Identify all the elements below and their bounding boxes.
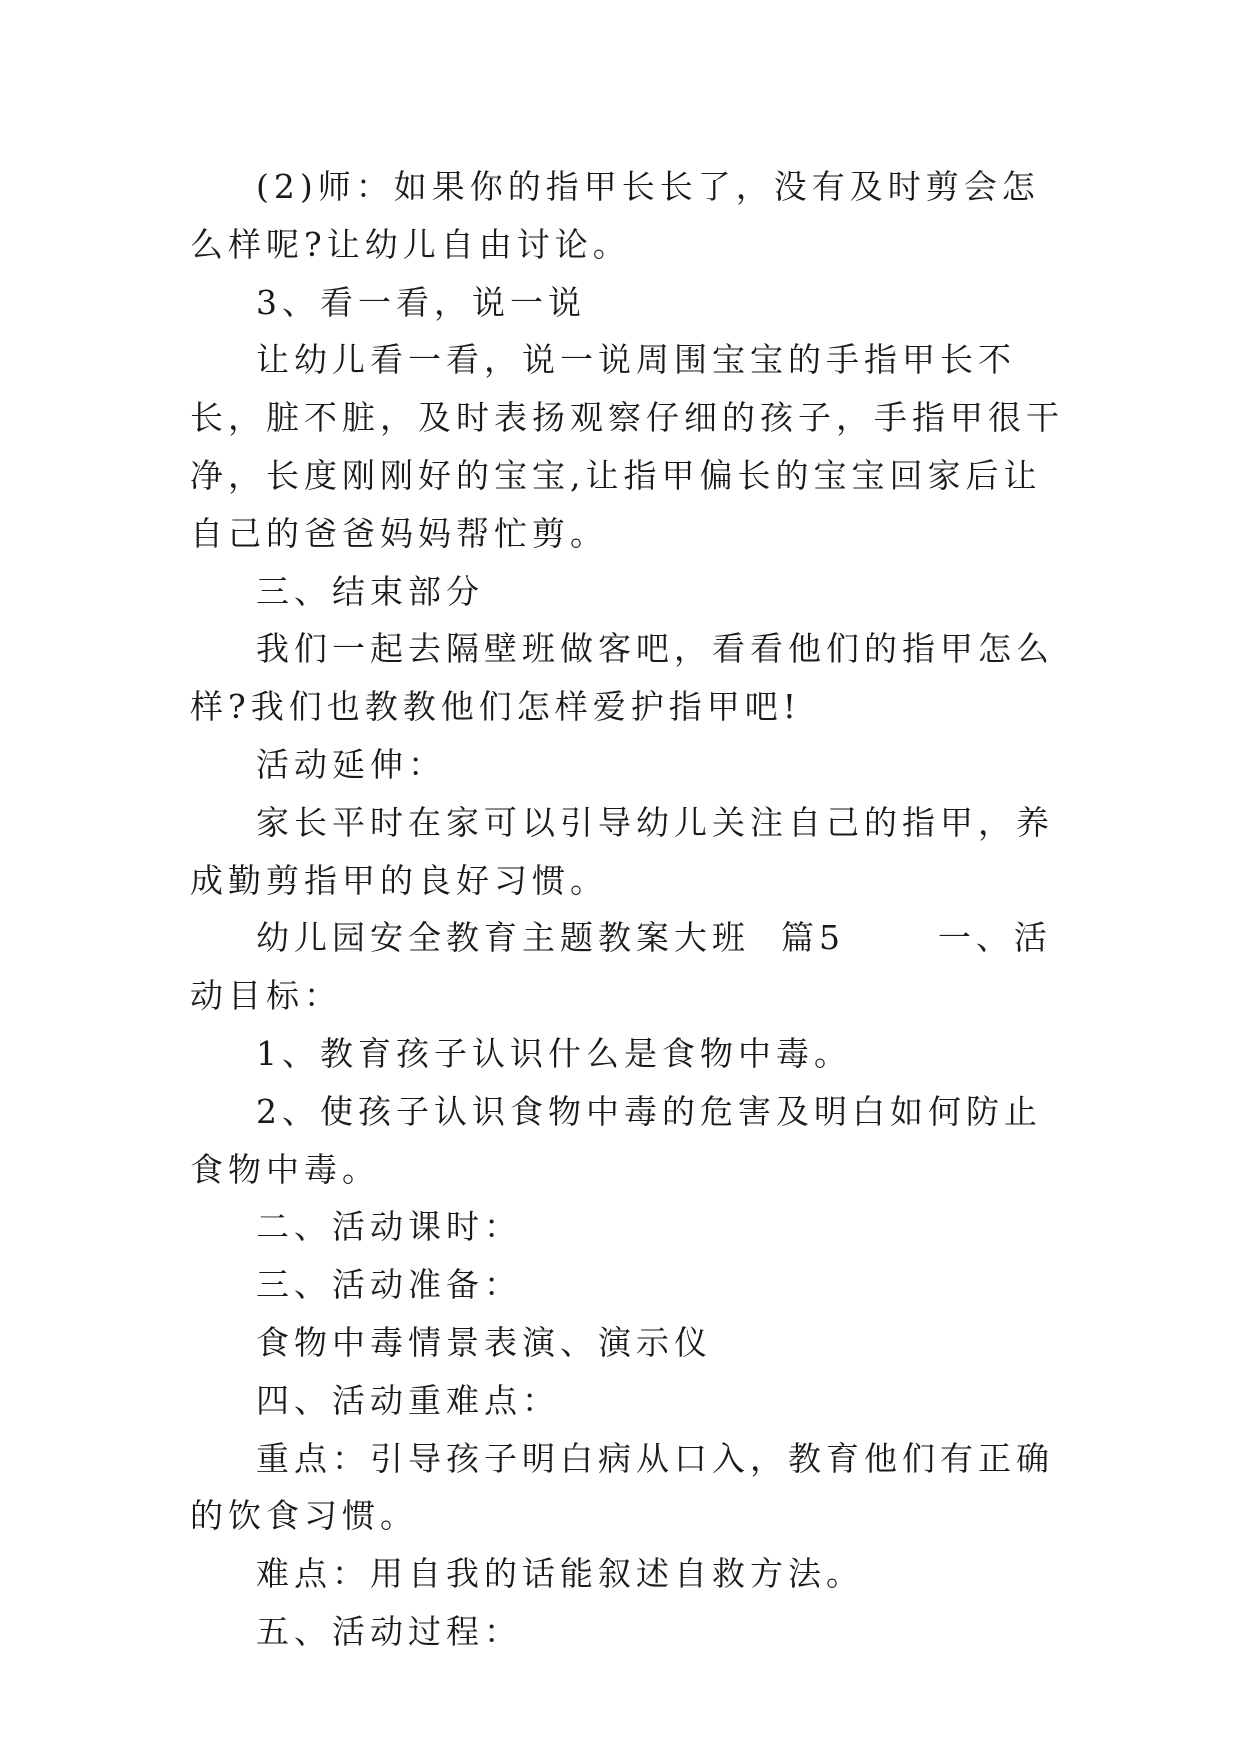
paragraph-step-3-heading: 3、看一看，说一说 [256,282,586,322]
paragraph-preparation-heading: 三、活动准备： [256,1265,522,1305]
paragraph-class-hours-heading: 二、活动课时： [256,1207,522,1247]
paragraph-extension-heading: 活动延伸： [256,744,446,784]
paragraph-preparation-items: 食物中毒情景表演、演示仪 [256,1322,712,1362]
paragraph-section-end-heading: 三、结束部分 [256,571,484,611]
paragraph-difficult-point: 难点：用自我的话能叙述自救方法。 [256,1554,864,1594]
document-body [190,158,1070,1661]
paragraph-goal-1: 1、教育孩子认识什么是食物中毒。 [256,1033,852,1073]
paragraph-visit-class: 我们一起去隔壁班做客吧，看看他们的指甲怎么样?我们也教教他们怎样爱护指甲吧! [190,629,1054,727]
paragraph-goal-2: 2、使孩子认识食物中毒的危害及明白如何防止食物中毒。 [190,1091,1042,1189]
paragraph-teacher-question: (2)师：如果你的指甲长长了，没有及时剪会怎么样呢?让幼儿自由讨论。 [190,167,1040,264]
paragraph-observe-nails: 让幼儿看一看，说一说周围宝宝的手指甲长不长，脏不脏，及时表扬观察仔细的孩子，手指甲很干净，长度刚刚好的宝宝,让指甲偏长的宝宝回家后让自己的爸爸妈妈帮忙剪。 [190,340,1064,553]
paragraph-process-heading: 五、活动过程： [256,1611,522,1651]
paragraph-key-point: 重点：引导孩子明白病从口入，教育他们有正确的饮食习惯。 [190,1438,1054,1536]
paragraph-key-points-heading: 四、活动重难点： [256,1380,560,1420]
paragraph-lesson-5-title: 幼儿园安全教育主题教案大班 篇5 一、活动目标： [190,918,1052,1016]
paragraph-parents-guidance: 家长平时在家可以引导幼儿关注自己的指甲，养成勤剪指甲的良好习惯。 [190,802,1054,900]
